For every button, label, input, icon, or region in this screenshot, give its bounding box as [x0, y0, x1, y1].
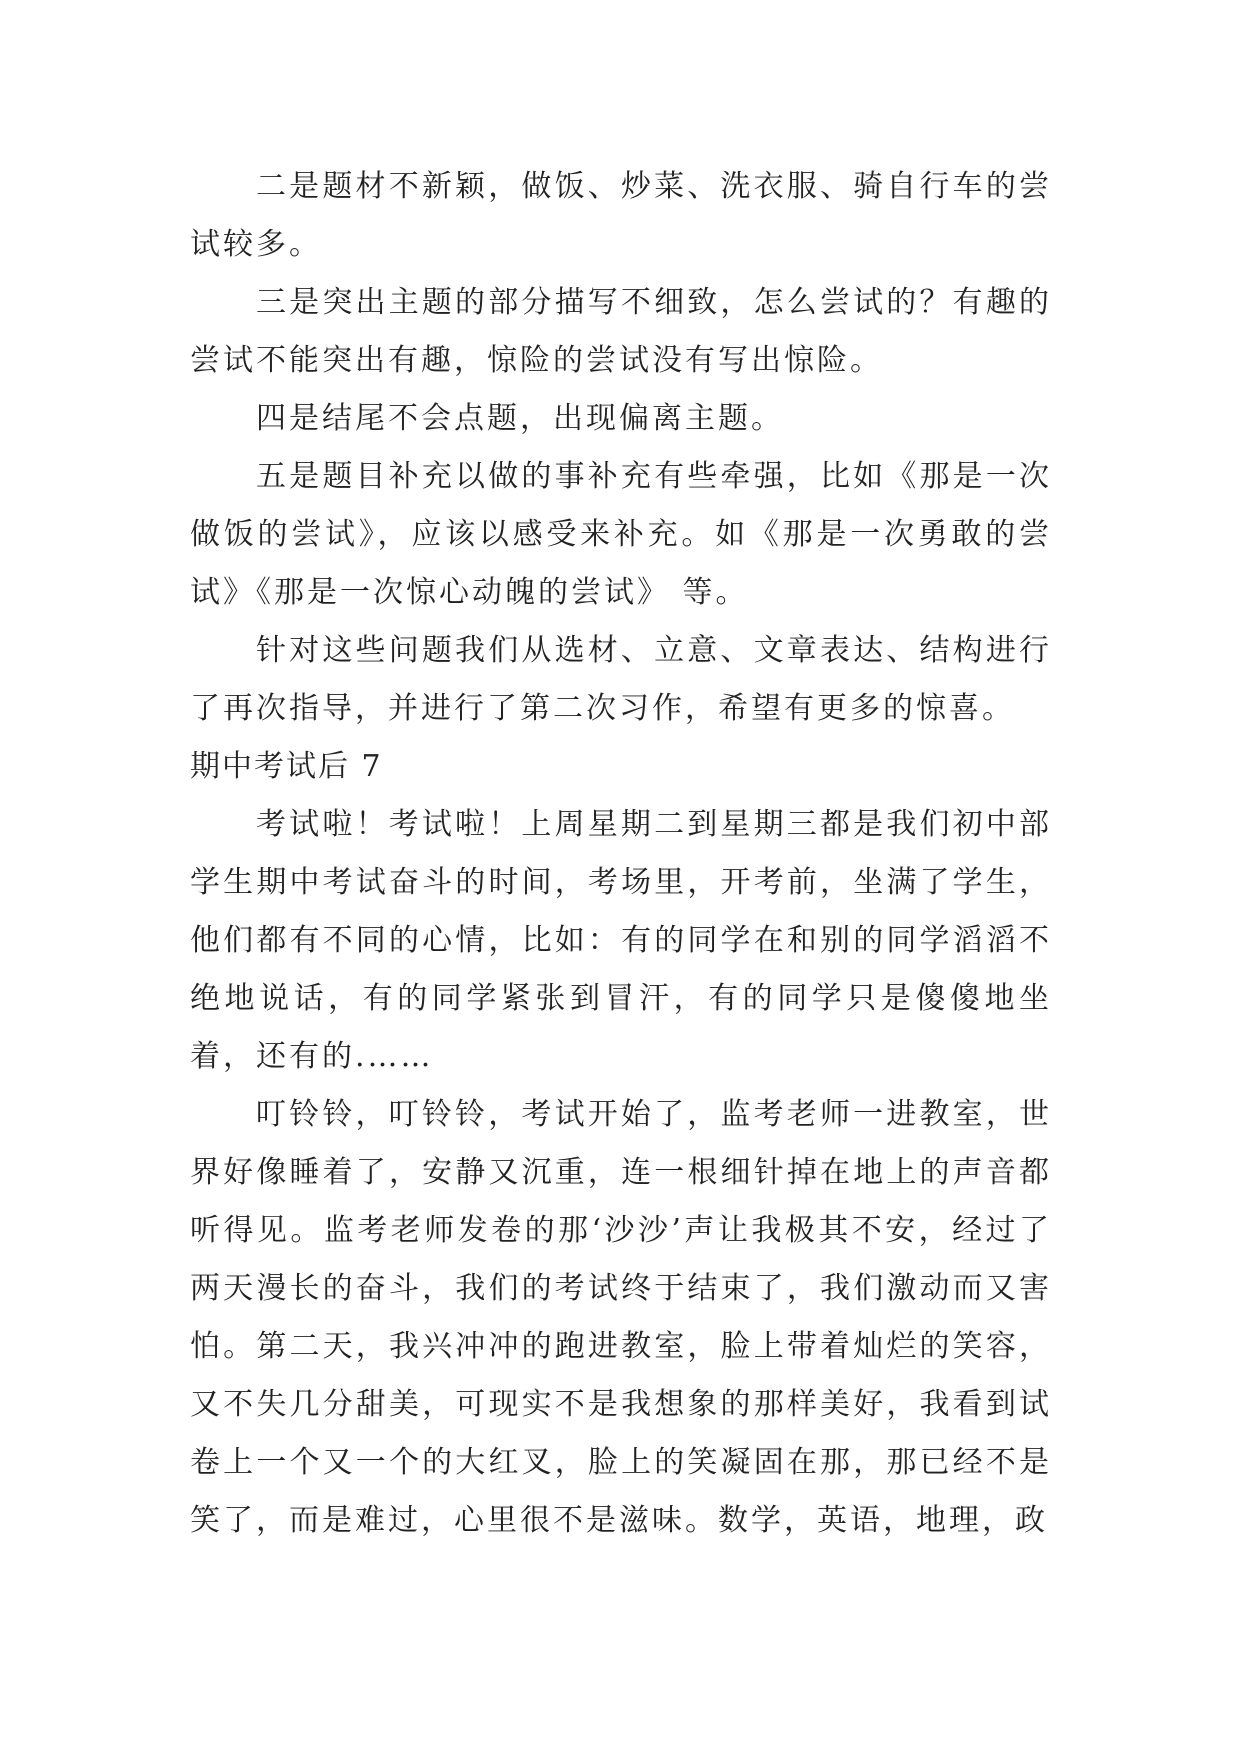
paragraph: 四是结尾不会点题，出现偏离主题。: [256, 401, 784, 436]
paragraph: 考试啦！考试啦！上周星期二到星期三都是我们初中部学生期中考试奋斗的时间，考场里，开考前，坐满了学生，他们都有不同的心情，比如：有的同学在和别的同学滔滔不绝地说话，有的同学紧张到冒汗，有的同学只是傻傻地坐着，还有的.……: [190, 807, 1052, 1074]
paragraph: 叮铃铃，叮铃铃，考试开始了，监考老师一进教室，世界好像睡着了，安静又沉重，连一根细针掉在地上的声音都听得见。监考老师发卷的那‘沙沙’声让我极其不安，经过了两天漫长的奋斗，我们的考试终于结束了，我们激动而又害怕。第二天，我兴冲冲的跑进教室，脸上带着灿烂的笑容，又不失几分甜美，可现实不是我想象的那样美好，我看到试卷上一个又一个的大红叉，脸上的笑凝固在那，那已经不是笑了，而是难过，心里很不是滋味。数学，英语，地理，政: [190, 1097, 1052, 1538]
paragraph: 三是突出主题的部分描写不细致，怎么尝试的？有趣的尝试不能突出有趣，惊险的尝试没有写出惊险。: [190, 285, 1052, 378]
paragraph: 针对这些问题我们从选材、立意、文章表达、结构进行了再次指导，并进行了第二次习作，希望有更多的惊喜。: [190, 633, 1052, 726]
paragraph: 二是题材不新颖，做饭、炒菜、洗衣服、骑自行车的尝试较多。: [190, 169, 1052, 262]
paragraph: 五是题目补充以做的事补充有些牵强，比如《那是一次做饭的尝试》，应该以感受来补充。如《那是一次勇敢的尝试》《那是一次惊心动魄的尝试》 等。: [190, 459, 1052, 610]
section-title: 期中考试后 7: [190, 749, 383, 784]
document-body: [190, 158, 1052, 1550]
